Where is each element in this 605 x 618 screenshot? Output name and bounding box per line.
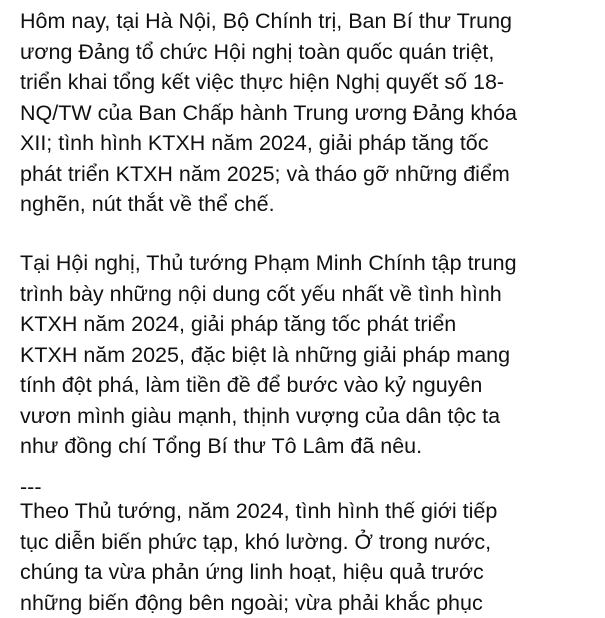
paragraph-1 bbox=[20, 6, 605, 220]
text-line: triển khai tổng kết việc thực hiện Nghị quyết số 18- bbox=[20, 67, 605, 98]
text-line: tính đột phá, làm tiền đề để bước vào kỷ nguyên bbox=[20, 370, 605, 401]
text-line: vươn mình giàu mạnh, thịnh vượng của dân tộc ta bbox=[20, 401, 605, 432]
text-line: ương Đảng tổ chức Hội nghị toàn quốc quán triệt, bbox=[20, 37, 605, 68]
text-line: tục diễn biến phức tạp, khó lường. Ở trong nước, bbox=[20, 527, 605, 558]
text-line: những biến động bên ngoài; vừa phải khắc phục bbox=[20, 588, 605, 618]
text-line: KTXH năm 2024, giải pháp tăng tốc phát triển bbox=[20, 309, 605, 340]
paragraph-3 bbox=[20, 496, 605, 618]
text-line: chúng ta vừa phản ứng linh hoạt, hiệu quả trước bbox=[20, 557, 605, 588]
paragraph-2 bbox=[20, 248, 605, 462]
separator-text: --- bbox=[20, 472, 605, 503]
text-line: Tại Hội nghị, Thủ tướng Phạm Minh Chính tập trung bbox=[20, 248, 605, 279]
text-line: trình bày những nội dung cốt yếu nhất về tình hình bbox=[20, 279, 605, 310]
text-line: như đồng chí Tổng Bí thư Tô Lâm đã nêu. bbox=[20, 431, 605, 462]
text-line: nghẽn, nút thắt về thể chế. bbox=[20, 189, 605, 220]
text-line: NQ/TW của Ban Chấp hành Trung ương Đảng khóa bbox=[20, 98, 605, 129]
text-line: KTXH năm 2025, đặc biệt là những giải pháp mang bbox=[20, 340, 605, 371]
text-line: Theo Thủ tướng, năm 2024, tình hình thế giới tiếp bbox=[20, 496, 605, 527]
text-line: XII; tình hình KTXH năm 2024, giải pháp tăng tốc bbox=[20, 128, 605, 159]
text-line: phát triển KTXH năm 2025; và tháo gỡ những điểm bbox=[20, 159, 605, 190]
text-line: Hôm nay, tại Hà Nội, Bộ Chính trị, Ban Bí thư Trung bbox=[20, 6, 605, 37]
